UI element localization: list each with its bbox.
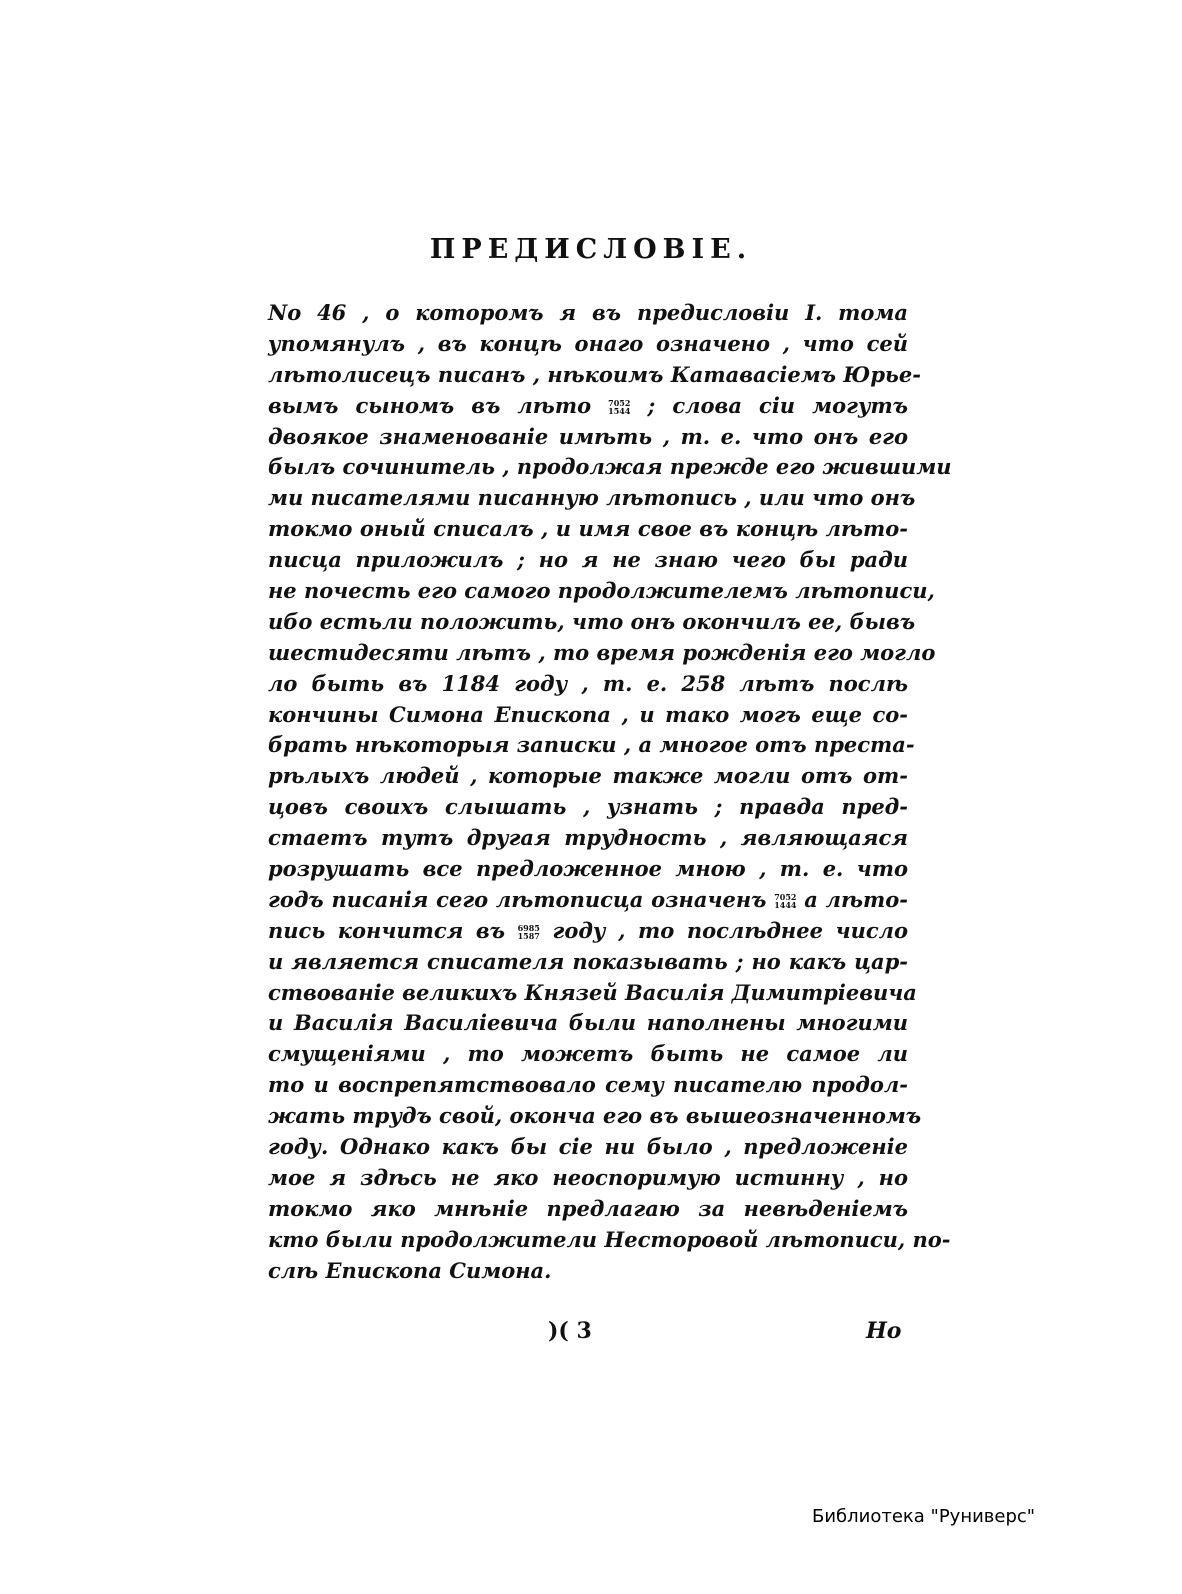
library-credit: Библиотека "Руниверс" [812,1506,1036,1527]
text-line: токмо яко мнѣніе предлагаю за невѣденіемъ [268,1195,908,1221]
text-line [268,885,908,916]
text-fragment: годъ писанія сего лѣтописца означенъ [268,886,767,912]
text-line: слѣ Епископа Симона. [268,1257,552,1283]
text-line: то и воспрепятствовало сему писателю продол- [268,1072,908,1098]
text-line: брать нѣкоторыя записки , а многое отъ преста- [268,732,915,758]
catchword: Но [866,1318,902,1344]
text-line: кончины Симона Епископа , и тако могъ еще со- [268,701,908,727]
text-line [268,391,908,422]
year-fraction [518,924,540,940]
text-line: мое я здѣсь не яко неоспоримую истинну , но [268,1164,908,1190]
text-fragment: году , то послѣднее число [552,917,909,943]
text-line: токмо оный списалъ , и имя свое въ концѣ лѣто- [268,516,908,542]
text-line: цовъ своихъ слышать , узнать ; правда пред- [268,794,908,820]
text-fragment: ; слова сіи могутъ [647,392,908,418]
year-fraction-bottom: 1444 [774,900,797,911]
text-fragment: пись кончится въ [268,917,505,943]
year-fraction-top: 7052 [608,398,631,409]
text-line: ибо естьли положить, что онъ окончилъ ее, бывъ [268,608,916,634]
text-line: и Василія Василіевича были наполнены многими [268,1010,908,1036]
signature-mark: )( 3 [548,1318,592,1344]
text-line: былъ сочинитель , продолжая прежде его жившими [268,454,952,480]
text-line: упомянулъ , въ концѣ онаго означено , что сей [268,330,908,356]
text-line: ствованіе великихъ Князей Василія Димитріевича [268,979,917,1005]
text-line: рѣлыхъ людей , которые также могли отъ от- [268,763,908,789]
text-fragment: вымъ сыномъ въ лѣто [268,392,592,418]
text-line: ло быть въ 1184 году , т. е. 258 лѣтъ послѣ [268,670,908,696]
year-fraction-top: 6985 [517,923,540,934]
text-line: ми писателями писанную лѣтопись , или что онъ [268,485,916,511]
year-fraction-bottom: 1544 [608,406,631,417]
text-line: двоякое знаменованіе имѣть , т. е. что онъ его [268,423,908,449]
text-line: смущеніями , то можетъ быть не самое ли [268,1041,908,1067]
text-line: писца приложилъ ; но я не знаю чего бы ради [268,547,908,573]
text-line: No 46 , о которомъ я въ предисловіи I. тома [268,300,908,325]
text-line: кто были продолжители Несторовой лѣтописи, по- [268,1226,951,1252]
text-line: и является списателя показывать ; но какъ цар- [268,948,908,974]
text-line: розрушать все предложенное мною , т. е. что [268,856,908,882]
text-line: не почесть его самого продолжителемъ лѣтописи, [268,578,935,604]
page-heading: ПРЕДИСЛОВІЕ. [429,234,753,265]
text-line: шестидесяти лѣтъ , то время рожденія его могло [268,639,936,665]
text-fragment: а лѣто- [804,886,908,912]
year-fraction [774,893,796,909]
year-fraction-bottom: 1587 [517,931,540,942]
body-text [268,298,952,1287]
text-line: лѣтолисецъ писанъ , нѣкоимъ Катавасіемъ Юрье- [268,361,921,387]
text-line: году. Однако какъ бы сіе ни было , предложеніе [268,1134,908,1160]
text-line: стаетъ тутъ другая трудность , являющаяся [268,825,908,851]
text-line: жать трудъ свой, оконча его въ вышеозначенномъ [268,1103,922,1129]
year-fraction-top: 7052 [774,892,797,903]
year-fraction [608,399,630,415]
text-line [268,916,908,947]
